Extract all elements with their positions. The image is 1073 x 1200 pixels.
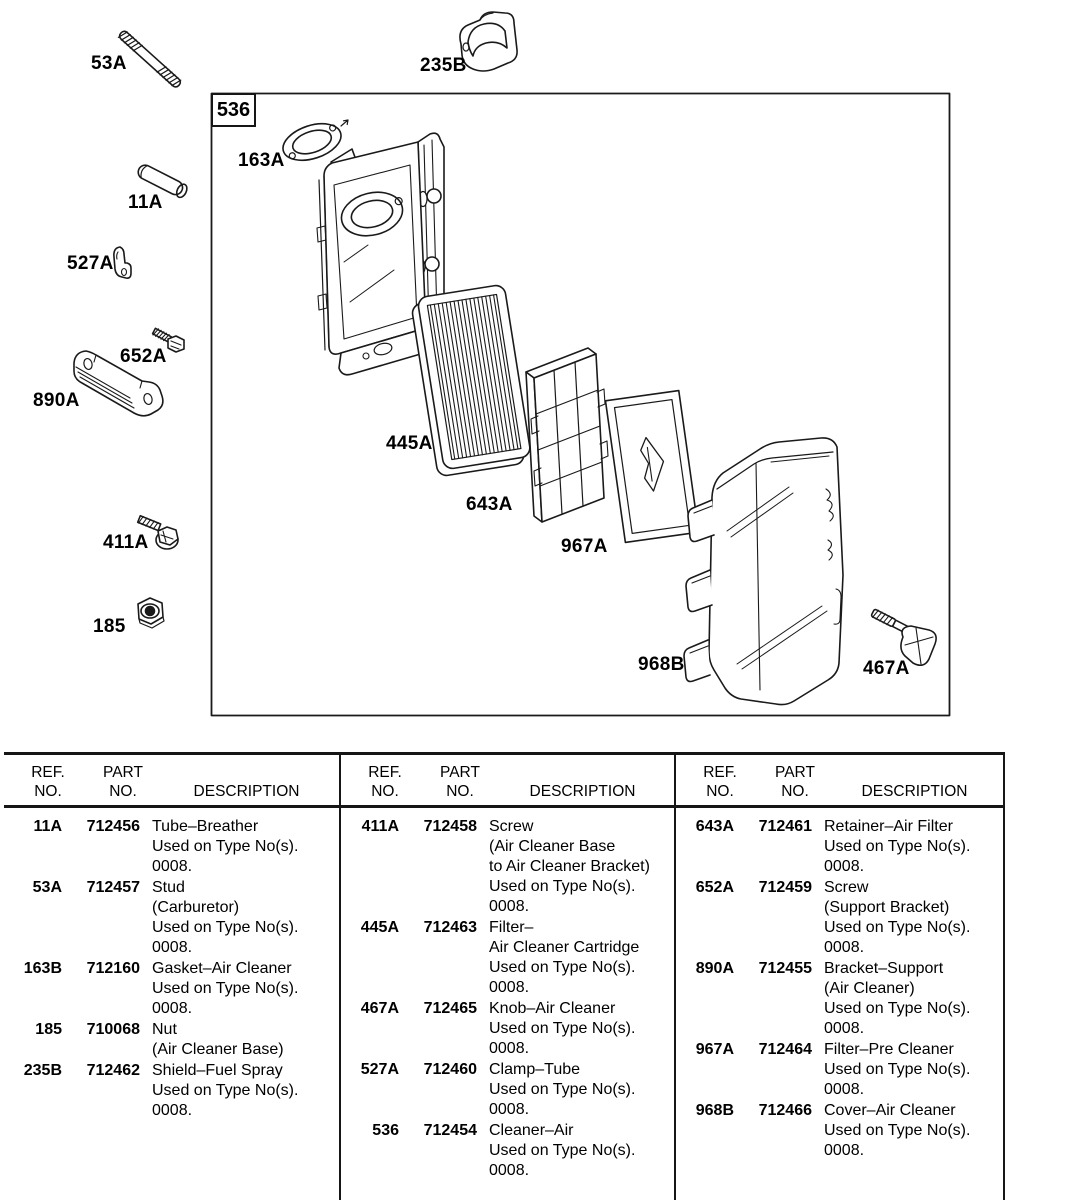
description-header: DESCRIPTION	[529, 783, 636, 800]
callout-53A: 53A	[91, 53, 127, 74]
ref-no-cell: 445A	[360, 919, 399, 936]
part-no-cell: 712458	[423, 818, 477, 835]
description-cell	[140, 1020, 339, 1060]
description-line: 0008.	[152, 858, 193, 875]
nut-drawing	[138, 598, 164, 628]
table-row	[676, 1101, 1003, 1161]
description-line: 0008.	[152, 1000, 193, 1017]
description-cell	[477, 1060, 674, 1120]
table-row	[4, 959, 339, 1019]
description-line: 0008.	[489, 1101, 530, 1118]
tube-clamp-drawing	[114, 247, 131, 278]
ref-no-cell: 235B	[23, 1062, 62, 1079]
table-row	[341, 918, 674, 998]
description-cell	[812, 878, 1003, 958]
ref-no-cell: 527A	[360, 1061, 399, 1078]
description-line: (Support Bracket)	[824, 899, 950, 916]
description-cell	[477, 1121, 674, 1181]
description-cell	[477, 999, 674, 1059]
description-line: (Carburetor)	[152, 899, 240, 916]
description-line: Used on Type No(s).	[152, 980, 299, 997]
description-line: 0008.	[824, 1142, 865, 1159]
table-row	[4, 1061, 339, 1121]
description-header: DESCRIPTION	[861, 783, 968, 800]
description-line: Knob–Air Cleaner	[489, 1000, 616, 1017]
description-line: (Air Cleaner)	[824, 980, 915, 997]
description-line: Clamp–Tube	[489, 1061, 581, 1078]
description-line: Screw	[824, 879, 869, 896]
description-line: 0008.	[489, 979, 530, 996]
description-cell	[477, 918, 674, 998]
description-cell	[140, 959, 339, 1019]
description-line: Used on Type No(s).	[824, 919, 971, 936]
table-row	[341, 817, 674, 917]
description-line: Retainer–Air Filter	[824, 818, 953, 835]
table-body	[676, 808, 1003, 1161]
part-no-header: PART NO.	[103, 764, 143, 800]
ref-no-cell: 652A	[695, 879, 734, 896]
description-line: Used on Type No(s).	[489, 1020, 636, 1037]
ref-no-cell: 643A	[695, 818, 734, 835]
part-no-cell: 712464	[758, 1041, 812, 1058]
description-line: Used on Type No(s).	[824, 1122, 971, 1139]
description-line: Air Cleaner Cartridge	[489, 939, 640, 956]
part-no-cell: 712160	[86, 960, 140, 977]
fuel-spray-shield-drawing	[460, 12, 517, 71]
description-header: DESCRIPTION	[193, 783, 300, 800]
part-no-cell: 712457	[86, 879, 140, 896]
description-line: Used on Type No(s).	[824, 1061, 971, 1078]
description-line: Nut	[152, 1021, 177, 1038]
callout-467A: 467A	[863, 658, 910, 679]
part-no-cell: 712454	[423, 1122, 477, 1139]
description-line: to Air Cleaner Bracket)	[489, 858, 650, 875]
part-no-cell: 712466	[758, 1102, 812, 1119]
parts-table	[4, 752, 1005, 1200]
description-cell	[812, 959, 1003, 1039]
description-line: Filter–	[489, 919, 534, 936]
ref-no-cell: 53A	[32, 879, 62, 896]
table-row	[676, 1040, 1003, 1100]
description-cell	[812, 1101, 1003, 1161]
description-line: 0008.	[489, 1162, 530, 1179]
knob-drawing	[871, 608, 936, 665]
table-header	[676, 755, 1003, 808]
table-body	[341, 808, 674, 1181]
callout-445A: 445A	[386, 433, 433, 454]
description-line: Used on Type No(s).	[824, 838, 971, 855]
part-no-cell: 712465	[423, 1000, 477, 1017]
part-no-cell: 712455	[758, 960, 812, 977]
table-row	[341, 999, 674, 1059]
description-line: Bracket–Support	[824, 960, 944, 977]
description-line: 0008.	[824, 1020, 865, 1037]
table-row	[676, 878, 1003, 958]
table-row	[4, 878, 339, 958]
description-cell	[140, 1061, 339, 1121]
callout-11A: 11A	[128, 192, 163, 213]
stud-drawing	[118, 29, 183, 89]
table-header	[341, 755, 674, 808]
description-cell	[477, 817, 674, 917]
air-cleaner-cover-drawing	[684, 438, 843, 705]
table-body	[4, 808, 339, 1121]
description-line: Filter–Pre Cleaner	[824, 1041, 954, 1058]
pre-cleaner-drawing	[605, 391, 698, 543]
part-no-cell: 712463	[423, 919, 477, 936]
part-no-header: PART NO.	[775, 764, 815, 800]
description-line: Screw	[489, 818, 534, 835]
ref-no-header: REF. NO.	[368, 764, 402, 800]
ref-no-cell: 185	[35, 1021, 62, 1038]
ref-no-cell: 467A	[360, 1000, 399, 1017]
table-row	[4, 1020, 339, 1060]
description-line: Gasket–Air Cleaner	[152, 960, 292, 977]
ref-no-cell: 411A	[361, 818, 399, 835]
description-line: Used on Type No(s).	[152, 838, 299, 855]
description-line: 0008.	[489, 898, 530, 915]
callout-411A: 411A	[103, 532, 149, 553]
parts-table-column-1	[4, 755, 341, 1200]
description-line: 0008.	[152, 1102, 193, 1119]
description-line: Shield–Fuel Spray	[152, 1062, 283, 1079]
table-row	[676, 817, 1003, 877]
description-line: 0008.	[489, 1040, 530, 1057]
description-line: 0008.	[824, 939, 865, 956]
description-cell	[140, 878, 339, 958]
description-line: 0008.	[152, 939, 193, 956]
description-line: Cover–Air Cleaner	[824, 1102, 956, 1119]
callout-163A: 163A	[238, 150, 285, 171]
callout-235B: 235B	[420, 55, 467, 76]
description-line: Stud	[152, 879, 185, 896]
part-no-cell: 712456	[86, 818, 140, 835]
part-no-cell: 712462	[86, 1062, 140, 1079]
part-no-cell: 712460	[423, 1061, 477, 1078]
description-cell	[812, 817, 1003, 877]
description-line: 0008.	[824, 1081, 865, 1098]
ref-no-cell: 968B	[695, 1102, 734, 1119]
description-cell	[812, 1040, 1003, 1100]
gasket-arrow	[341, 120, 348, 126]
ref-no-cell: 967A	[695, 1041, 734, 1058]
description-line: Used on Type No(s).	[824, 1000, 971, 1017]
callout-967A: 967A	[561, 536, 608, 557]
description-line: Used on Type No(s).	[152, 919, 299, 936]
table-row	[676, 959, 1003, 1039]
description-line: Used on Type No(s).	[489, 878, 636, 895]
part-no-header: PART NO.	[440, 764, 480, 800]
description-line: 0008.	[824, 858, 865, 875]
callout-890A: 890A	[33, 390, 80, 411]
description-line: Used on Type No(s).	[489, 1142, 636, 1159]
description-line: Used on Type No(s).	[152, 1082, 299, 1099]
ref-no-cell: 536	[372, 1122, 399, 1139]
description-line: Used on Type No(s).	[489, 959, 636, 976]
description-line: Cleaner–Air	[489, 1122, 574, 1139]
callout-527A: 527A	[67, 253, 114, 274]
ref-no-header: REF. NO.	[703, 764, 737, 800]
callout-643A: 643A	[466, 494, 513, 515]
ref-no-cell: 890A	[695, 960, 734, 977]
callout-536-box: 536	[211, 93, 256, 127]
ref-no-cell: 163B	[23, 960, 62, 977]
callout-652A: 652A	[120, 346, 167, 367]
table-row	[341, 1121, 674, 1181]
table-row	[341, 1060, 674, 1120]
part-no-cell: 712461	[758, 818, 812, 835]
parts-table-column-2	[341, 755, 676, 1200]
part-no-cell: 710068	[86, 1021, 140, 1038]
parts-table-column-3	[676, 755, 1005, 1200]
ref-no-header: REF. NO.	[31, 764, 65, 800]
table-header	[4, 755, 339, 808]
description-cell	[140, 817, 339, 877]
description-line: Used on Type No(s).	[489, 1081, 636, 1098]
description-line: (Air Cleaner Base)	[152, 1041, 284, 1058]
description-line: (Air Cleaner Base	[489, 838, 616, 855]
table-row	[4, 817, 339, 877]
part-no-cell: 712459	[758, 879, 812, 896]
filter-retainer-drawing	[526, 348, 608, 522]
description-line: Tube–Breather	[152, 818, 259, 835]
ref-no-cell: 11A	[33, 818, 62, 835]
callout-185: 185	[93, 616, 126, 637]
callout-968B: 968B	[638, 654, 685, 675]
